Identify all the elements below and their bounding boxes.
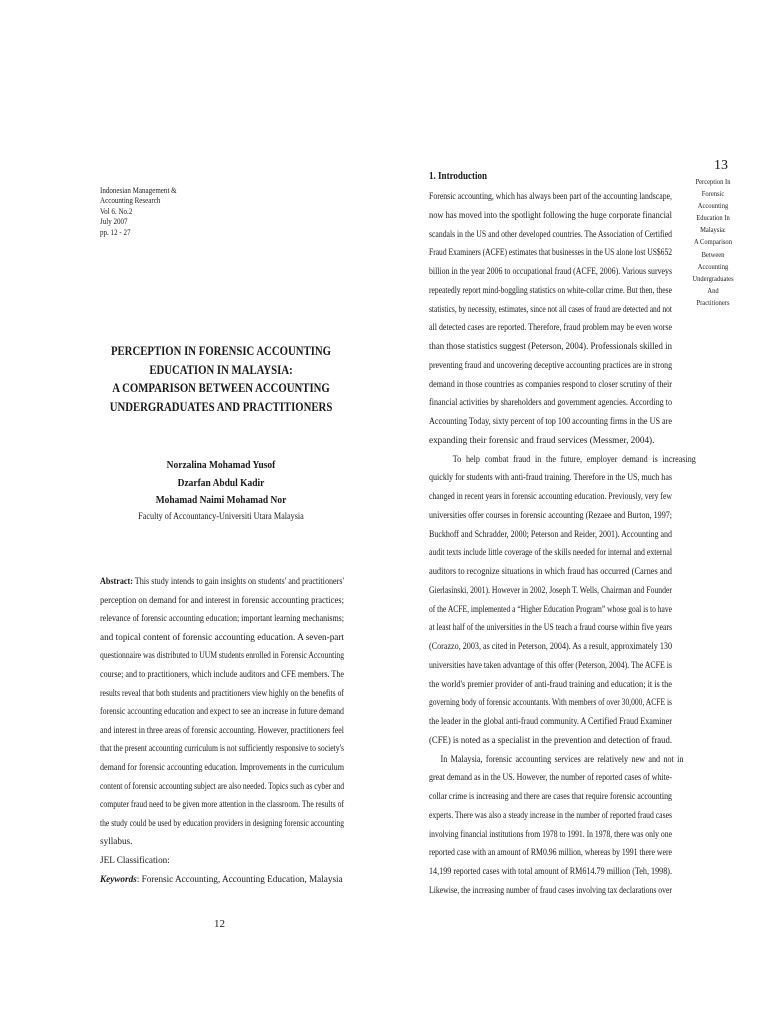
body-line: universities offer courses in forensic accounting (Rezaee and Burton, 1997;	[429, 509, 673, 520]
body-line: governing body of forensic accountants. With members of over 30,000, ACFE is	[429, 697, 672, 708]
running-head-line: Accounting	[697, 201, 729, 211]
journal-info-line: Vol 6. No.2	[100, 206, 133, 216]
abstract-line: and topical content of forensic accounting education. A seven-part	[100, 631, 344, 642]
body-line: all detected cases are reported. Therefore, fraud problem may be even worse	[429, 322, 672, 333]
section-heading: 1. Introduction	[429, 171, 488, 182]
body-line: auditors to recognize situations in which fraud has occurred (Carnes and	[429, 566, 673, 576]
body-line: expanding their forensic and fraud services (Messmer, 2004).	[429, 434, 655, 445]
title-line: PERCEPTION IN FORENSIC ACCOUNTING	[110, 344, 332, 358]
title-line: A COMPARISON BETWEEN ACCOUNTING	[112, 381, 330, 395]
keywords	[100, 870, 344, 889]
journal-info-line: pp. 12 - 27	[100, 227, 131, 237]
body-line: the leader in the global anti-fraud community. A Certified Fraud Examiner	[429, 716, 672, 726]
abstract-line: relevance of forensic accounting education; important learning mechanisms;	[100, 613, 345, 624]
body-line: financial activities by shareholders and government agencies. According to	[429, 397, 673, 408]
body-line: experts. There was also a steady increase in the number of reported fraud cases	[429, 809, 672, 820]
abstract-line: course; and to practitioners, which include auditors and CFE members. The	[100, 668, 345, 679]
author-list	[100, 457, 342, 524]
running-head-line: Practitioners	[696, 297, 730, 307]
title-line: EDUCATION IN MALAYSIA:	[149, 362, 293, 377]
author-name: Dzarfan Abdul Kadir	[177, 476, 265, 489]
body-line: To help combat fraud in the future, employer demand is increasing	[452, 453, 696, 464]
running-head-line: Malaysia:	[700, 225, 726, 235]
abstract-label: Abstract:	[100, 576, 133, 586]
body-line: preventing fraud and uncovering deceptive accounting practices are in strong	[429, 359, 673, 370]
abstract-line: results reveal that both students and practitioners view highly on the benefits of	[100, 687, 344, 698]
body-line: the world's premier provider of anti-fraud training and education; it is the	[429, 678, 672, 689]
author-name: Norzalina Mohamad Yusof	[166, 459, 276, 471]
abstract-line: and interest in three areas of forensic accounting. However, practitioners feel	[100, 724, 344, 735]
body-line: repeatedly report mind-boggling statistics on white-collar crime. But then, these	[429, 284, 672, 295]
body-line: quickly for students with anti-fraud training. Therefore in the US, much has	[429, 472, 673, 483]
abstract-line: syllabus.	[100, 836, 133, 847]
body-line: audit texts include little coverage of the skills needed for internal and external	[429, 547, 672, 558]
journal-info-line: July 2007	[100, 217, 128, 227]
abstract-line	[100, 572, 344, 591]
running-head	[684, 176, 742, 309]
running-head-line: And	[707, 285, 719, 295]
running-head-line: Undergraduates	[692, 273, 734, 283]
abstract-line: computer fraud need to be given more attention in the classroom. The results of	[100, 799, 345, 810]
author-name: Mohamad Naimi Mohamad Nor	[155, 494, 287, 506]
body-line: involving financial institutions from 1978 to 1991. In 1978, there was only one	[429, 828, 672, 839]
body-line: collar crime is increasing and there are cases that require forensic accounting	[429, 791, 672, 801]
running-head-line: Forensic	[701, 189, 725, 199]
body-line: reported case with an amount of RM0.96 million, whereas by 1991 there were	[429, 847, 672, 858]
body-line: scandals in the US and other developed countries. The Association of Certified	[429, 228, 672, 239]
body-line: Accounting Today, sixty percent of top 100 accounting firms in the US are	[429, 416, 673, 426]
running-head-line: A Comparison	[694, 237, 732, 247]
body-line: Forensic accounting, which has always been part of the accounting landscape,	[429, 191, 673, 201]
running-head-line: Education In	[696, 213, 730, 223]
journal-info	[100, 186, 223, 238]
page-number-left: 12	[214, 918, 225, 930]
keywords-text: : Forensic Accounting, Accounting Education, Malaysia	[136, 873, 343, 884]
body-line: universities have taken advantage of this offer (Peterson, 2004). The ACFE is	[429, 659, 672, 670]
body-line: statistics, by necessity, estimates, since not all cases of fraud are detected and not	[429, 303, 673, 314]
running-head-line: Accounting	[697, 261, 729, 271]
body-line: now has moved into the spotlight following the huge corporate financial	[429, 209, 672, 220]
keywords-label: Keywords	[100, 873, 137, 884]
abstract-text: This study intends to gain insights on students' and practitioners'	[132, 576, 344, 586]
paper-title	[108, 342, 333, 416]
abstract	[100, 572, 344, 888]
running-head-line: Perception In	[695, 177, 731, 186]
page-number-right: 13	[714, 158, 728, 173]
body-line: demand in those countries as companies respond to closer scrutiny of their	[429, 378, 673, 389]
abstract-line: that the present accounting curriculum is not sufficiently responsive to society's	[100, 743, 345, 754]
body-line: great demand as in the US. However, the number of reported cases of white-	[429, 772, 673, 783]
body-line: changed in recent years in forensic accounting education. Previously, very few	[429, 491, 673, 501]
body-line: 14,199 reported cases with total amount of RM614.79 million (Teh, 1998).	[429, 866, 673, 876]
abstract-line: the study could be used by education providers in designing forensic accounting	[100, 817, 345, 828]
journal-info-line: Accounting Research	[100, 196, 161, 206]
abstract-line: content of forensic accounting subject are also needed. Topics such as cyber and	[100, 780, 345, 791]
body-line: Likewise, the increasing number of fraud cases involving tax declarations over	[429, 884, 673, 895]
title-line: UNDERGRADUATES AND PRACTITIONERS	[109, 399, 333, 414]
body-line: Fraud Examiners (ACFE) estimates that businesses in the US alone lost US$652	[429, 247, 673, 258]
body-line: (CFE) is noted as a specialist in the prevention and detection of fraud.	[429, 734, 673, 745]
body-line: than those statistics suggest (Peterson, 2004). Professionals skilled in	[429, 341, 672, 351]
body-line: billion in the year 2006 to occupational fraud (ACFE, 2006). Various surveys	[429, 266, 673, 276]
abstract-line: demand for forensic accounting education. Improvements in the curriculum	[100, 761, 344, 772]
body-line: Gierlasinski, 2001). However in 2002, Joseph T. Wells, Chairman and Founder	[429, 584, 672, 595]
abstract-line: perception on demand for and interest in forensic accounting practices;	[100, 594, 344, 605]
abstract-line: questionnaire was distributed to UUM students enrolled in Forensic Accounting	[100, 650, 345, 661]
author-affiliation: Faculty of Accountancy-Universiti Utara Malaysia	[138, 511, 304, 522]
journal-info-line: Indonesian Management &	[100, 186, 177, 195]
body-line: of the ACFE, implemented a “Higher Education Program” whose goal is to have	[429, 603, 673, 614]
body-line: at least half of the universities in the US teach a fraud course within five years	[429, 622, 672, 633]
running-head-line: Between	[701, 249, 725, 259]
jel-classification: JEL Classification:	[100, 854, 170, 865]
body-text	[429, 187, 696, 900]
abstract-line: forensic accounting education and expect to see an increase in future demand	[100, 706, 344, 717]
body-line: In Malaysia, forensic accounting services are relatively new and not in	[440, 753, 684, 764]
body-line: Buckhoff and Schradder, 2000; Peterson and Reider, 2001). Accounting and	[429, 528, 673, 539]
body-line: (Corazzo, 2003, as cited in Peterson, 2004). As a result, approximately 130	[429, 641, 672, 651]
